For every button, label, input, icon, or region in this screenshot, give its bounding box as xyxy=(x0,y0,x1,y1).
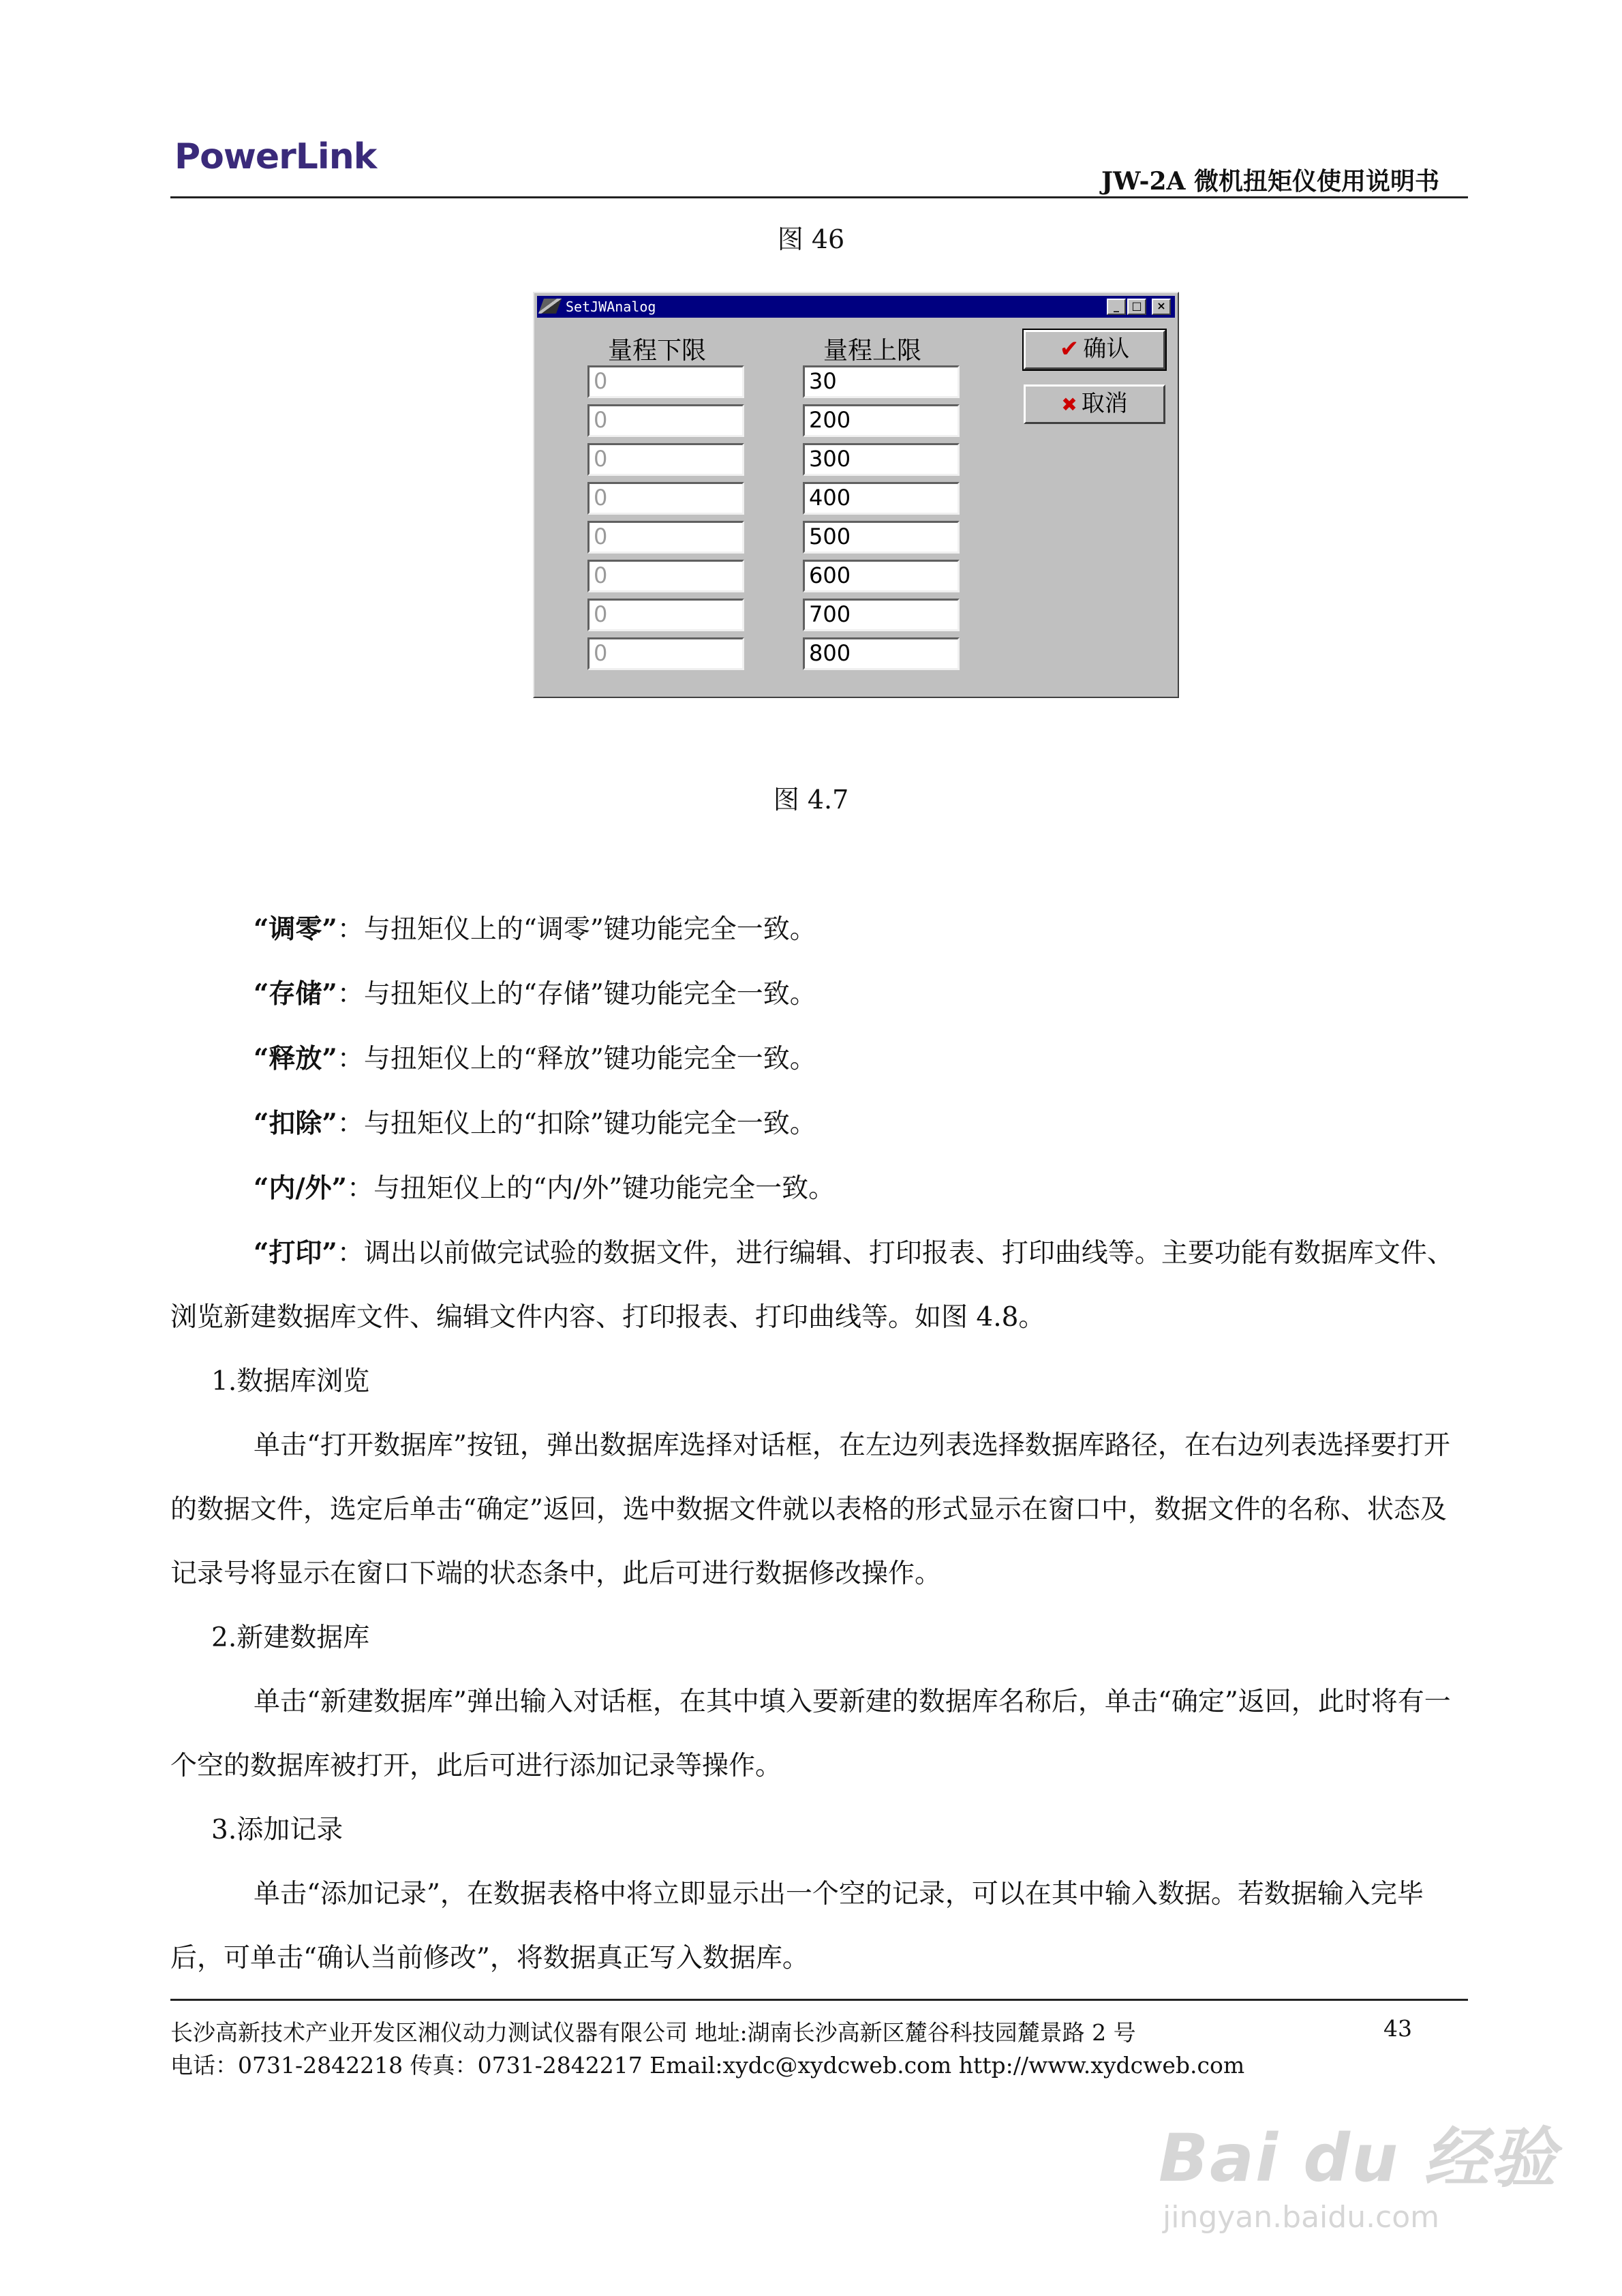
section-body: 单击“添加记录”，在数据表格中将立即显示出一个空的记录，可以在其中输入数据。若数据输入完毕后，可单击“确认当前修改”，将数据真正写入数据库。 xyxy=(170,1879,1424,1974)
key-name: “释放” xyxy=(254,1043,337,1074)
range-lower-header: 量程下限 xyxy=(608,337,707,365)
key-desc: ：与扭矩仪上的“内/外”键功能完全一致。 xyxy=(347,1173,836,1204)
cancel-button[interactable] xyxy=(1024,384,1165,424)
print-item xyxy=(170,1221,1458,1350)
key-name: “扣除” xyxy=(254,1108,337,1139)
lower-limit-field-8[interactable]: 0 xyxy=(587,637,744,670)
key-item-deduct xyxy=(170,1091,1458,1156)
key-desc: ：与扭矩仪上的“调零”键功能完全一致。 xyxy=(337,914,816,945)
document-title: JW-2A 微机扭矩仪使用说明书 xyxy=(1101,167,1439,196)
section-heading: 3.添加记录 xyxy=(211,1815,343,1845)
figure-4-7-caption: 图 4.7 xyxy=(773,785,849,815)
confirm-button[interactable] xyxy=(1024,330,1165,369)
lower-limit-field-4[interactable]: 0 xyxy=(587,482,744,515)
app-icon xyxy=(538,299,562,314)
key-item-zero xyxy=(170,897,1458,962)
dialog-title: SetJWAnalog xyxy=(566,299,656,315)
watermark-brand: Bai du 经验 xyxy=(1159,2120,1557,2196)
lower-limit-field-6[interactable]: 0 xyxy=(587,560,744,592)
footer-contact: 电话：0731-2842218 传真：0731-2842217 Email:xydc@xydcweb.com http://www.xydcweb.com xyxy=(170,2052,1245,2079)
section-body: 单击“新建数据库”弹出输入对话框，在其中填入要新建的数据库名称后，单击“确定”返回，此时将有一个空的数据库被打开，此后可进行添加记录等操作。 xyxy=(170,1687,1451,1781)
figure-46-caption: 图 46 xyxy=(777,224,845,254)
section-body: 单击“打开数据库”按钮，弹出数据库选择对话框，在左边列表选择数据库路径，在右边列表选择要打开的数据文件，选定后单击“确定”返回，选中数据文件就以表格的形式显示在窗口中，数据文件的名称、状态及记录号将显示在窗口下端的状态条中，此后可进行数据修改操作。 xyxy=(170,1430,1450,1589)
cancel-label: 取消 xyxy=(1081,390,1128,417)
section-heading: 2.新建数据库 xyxy=(211,1622,370,1653)
lower-limit-field-2[interactable]: 0 xyxy=(587,404,744,437)
key-desc: ：与扭矩仪上的“释放”键功能完全一致。 xyxy=(337,1044,816,1074)
baidu-watermark xyxy=(1159,2106,1557,2235)
watermark-url: jingyan.baidu.com xyxy=(1163,2200,1440,2235)
upper-limit-field-7[interactable]: 700 xyxy=(803,599,960,631)
upper-limit-field-5[interactable]: 500 xyxy=(803,521,960,554)
key-desc: ：与扭矩仪上的“扣除”键功能完全一致。 xyxy=(337,1108,816,1139)
page-number: 43 xyxy=(1383,2015,1412,2042)
x-icon: ✖ xyxy=(1061,393,1077,416)
upper-limit-field-8[interactable]: 800 xyxy=(803,637,960,670)
confirm-label: 确认 xyxy=(1083,335,1130,363)
upper-limit-field-2[interactable]: 200 xyxy=(803,404,960,437)
section-heading: 1.数据库浏览 xyxy=(211,1366,370,1397)
footer-company-address: 长沙高新技术产业开发区湘仪动力测试仪器有限公司 地址:湖南长沙高新区麓谷科技园麓景路 2 号 xyxy=(170,2019,1136,2046)
key-name: “打印” xyxy=(254,1237,337,1269)
upper-limit-field-4[interactable]: 400 xyxy=(803,482,960,515)
set-jw-analog-dialog xyxy=(533,292,1179,698)
close-icon[interactable]: × xyxy=(1152,299,1171,315)
upper-limit-field-6[interactable]: 600 xyxy=(803,560,960,592)
footer-divider xyxy=(170,1999,1468,2001)
powerlink-logo: PowerLink xyxy=(174,136,377,177)
key-name: “内/外” xyxy=(254,1173,348,1204)
key-item-store xyxy=(170,962,1458,1027)
key-desc: ：与扭矩仪上的“存储”键功能完全一致。 xyxy=(337,979,816,1010)
check-icon: ✔ xyxy=(1059,335,1080,363)
lower-limit-field-7[interactable]: 0 xyxy=(587,599,744,631)
minimize-icon[interactable]: _ xyxy=(1107,299,1126,315)
dialog-titlebar[interactable] xyxy=(537,296,1175,318)
lower-limit-field-3[interactable]: 0 xyxy=(587,443,744,476)
range-upper-header: 量程上限 xyxy=(823,337,922,365)
lower-limit-field-5[interactable]: 0 xyxy=(587,521,744,554)
body-text xyxy=(170,897,1458,1991)
upper-limit-field-3[interactable]: 300 xyxy=(803,443,960,476)
upper-limit-field-1[interactable]: 30 xyxy=(803,365,960,398)
key-name: “存储” xyxy=(254,978,337,1010)
key-name: “调零” xyxy=(254,913,337,945)
key-item-release xyxy=(170,1027,1458,1091)
key-desc: ：调出以前做完试验的数据文件，进行编辑、打印报表、打印曲线等。主要功能有数据库文件、浏览新建数据库文件、编辑文件内容、打印报表、打印曲线等。如图 4.8。 xyxy=(170,1238,1454,1333)
maximize-icon[interactable]: □ xyxy=(1127,299,1146,315)
lower-limit-field-1[interactable]: 0 xyxy=(587,365,744,398)
header-divider xyxy=(170,196,1468,198)
key-item-inner-outer xyxy=(170,1156,1458,1221)
